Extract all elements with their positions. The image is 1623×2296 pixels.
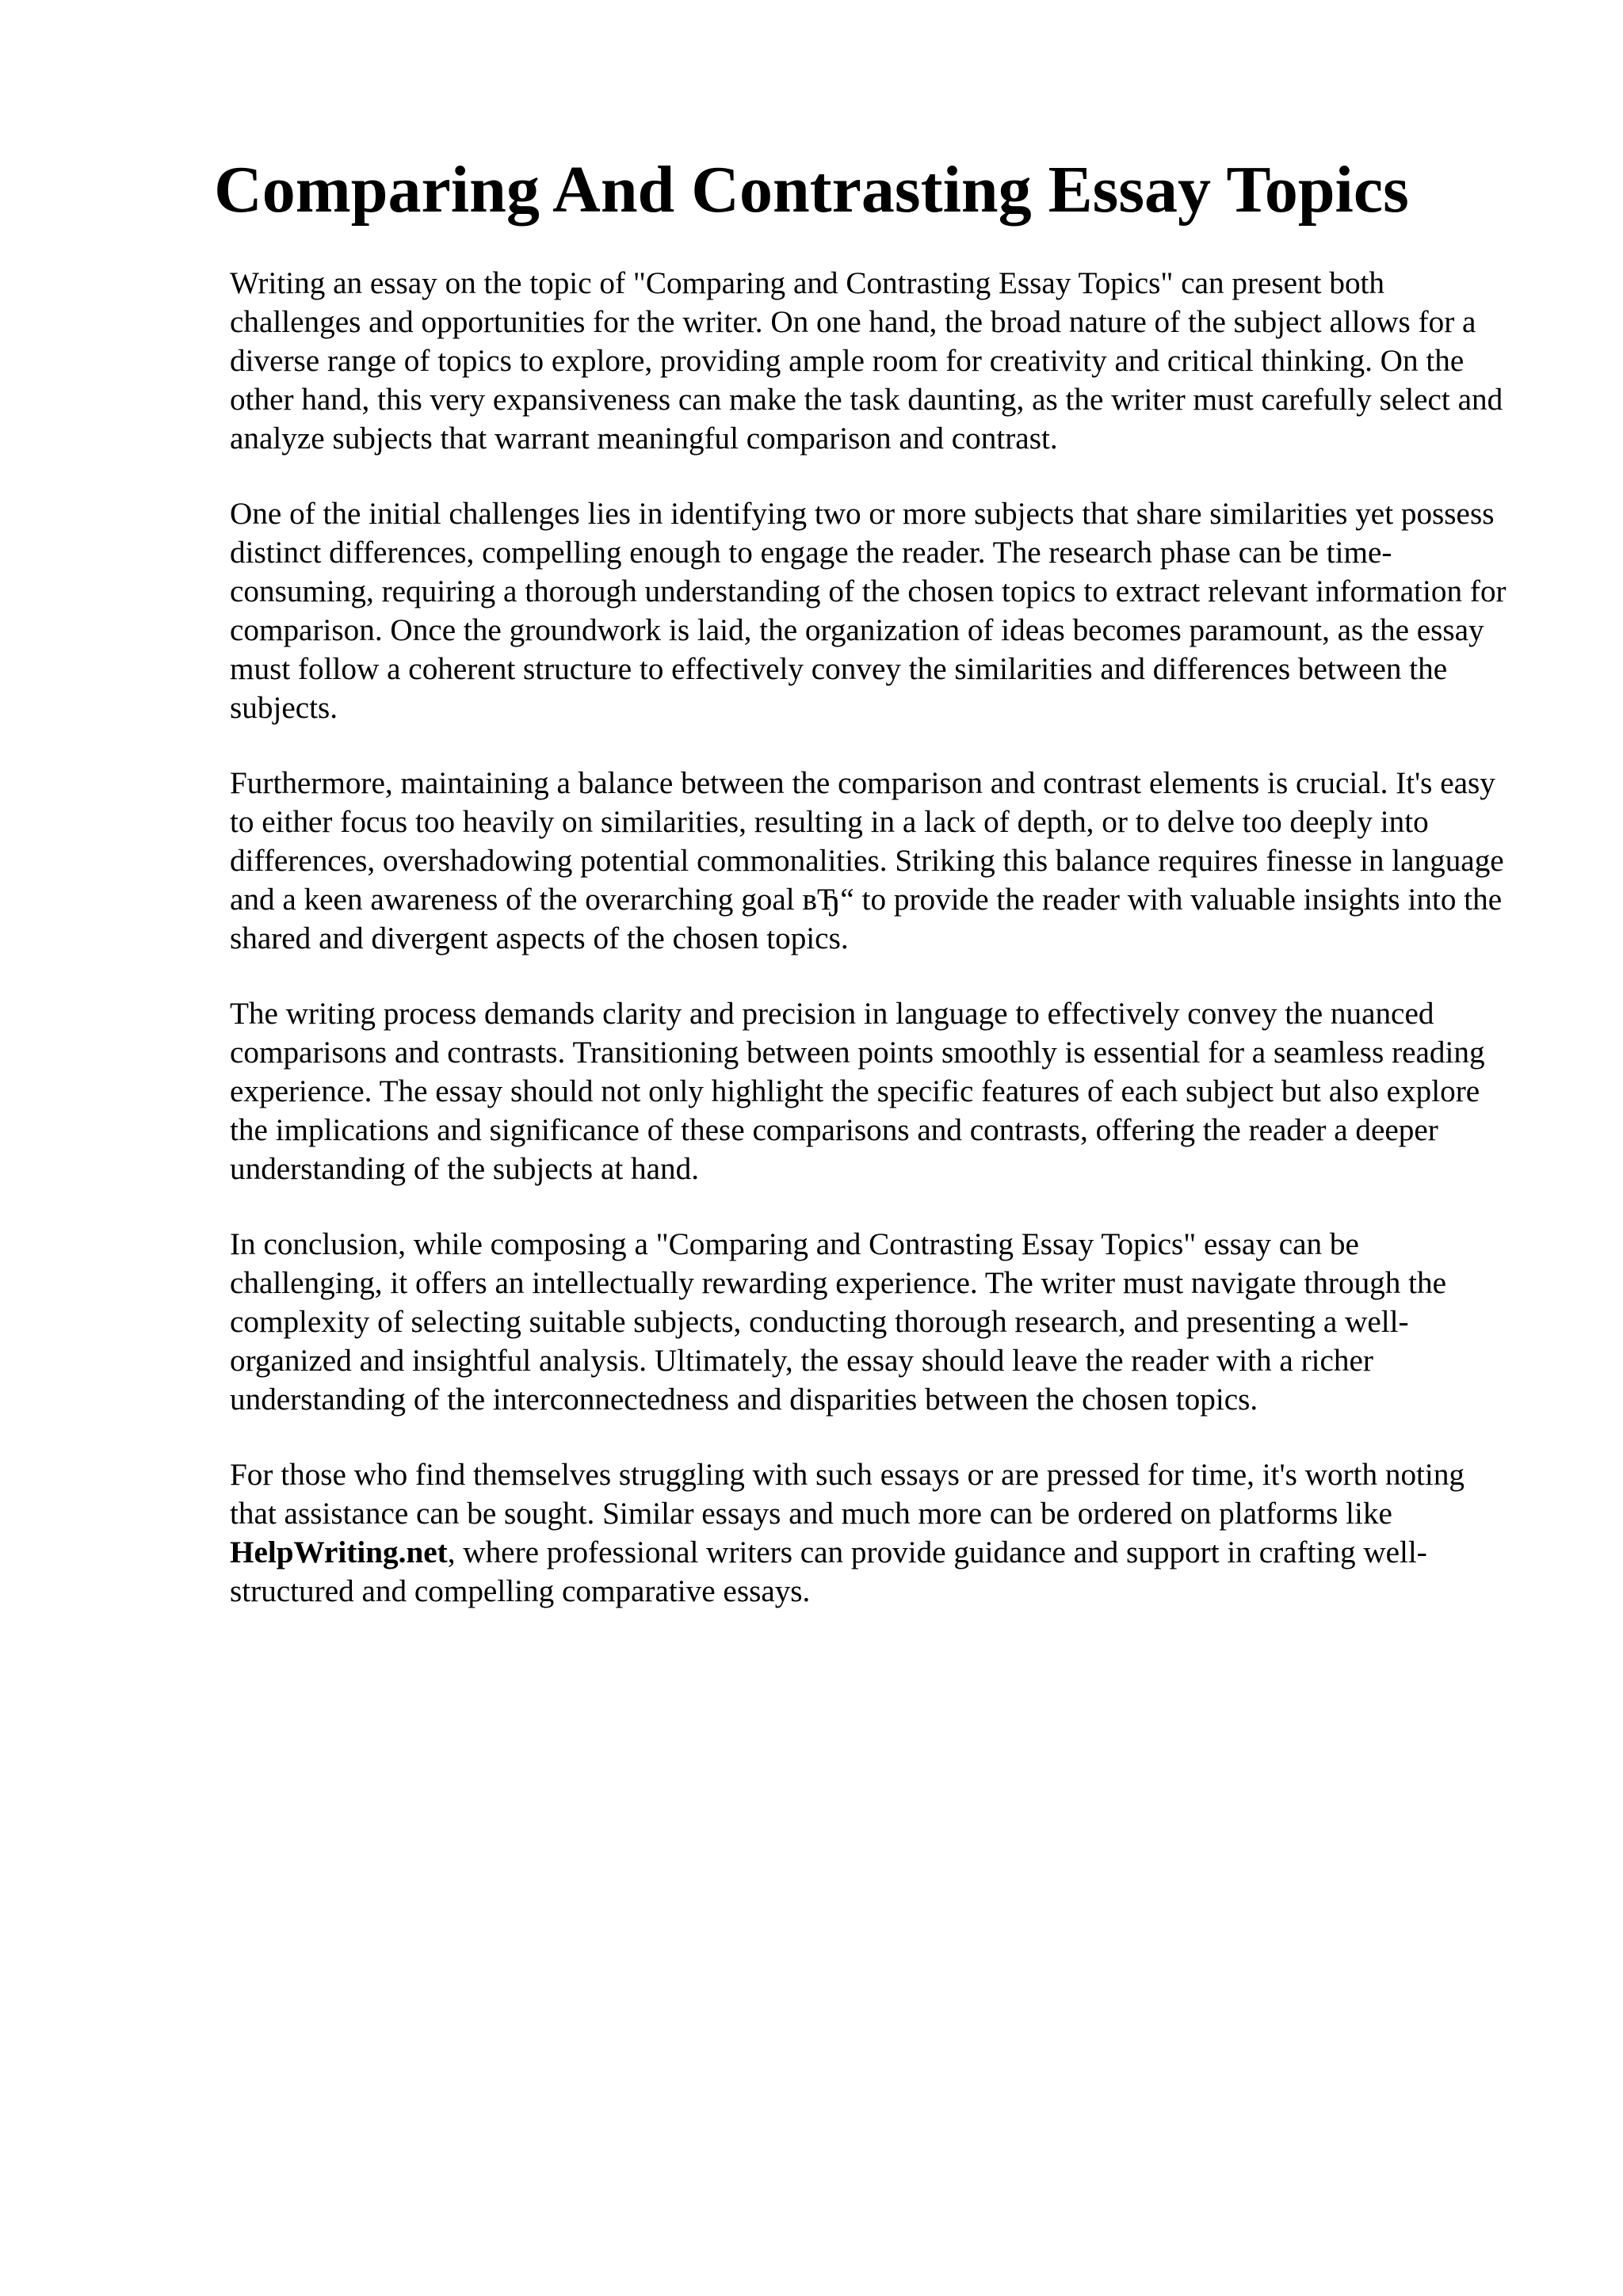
paragraph-2: One of the initial challenges lies in identifying two or more subjects that share similarities yet possess distinct differences, compelling enough to engage the reader. The research phase can be time-consuming, requiring a thorough understanding of the chosen topics to extract relevant information for comparison. Once the groundwork is laid, the organization of ideas becomes paramount, as the essay must follow a coherent structure to effectively convey the similarities and differences between the subjects. [230, 497, 1507, 725]
page-title: Comparing And Contrasting Essay Topics [214, 153, 1409, 227]
paragraph-6-before-link: For those who find themselves struggling with such essays or are pressed for time, it's worth noting that assistance can be sought. Similar essays and much more can be ordered on platforms like [230, 1458, 1465, 1531]
paragraph-4: The writing process demands clarity and precision in language to effectively convey the nuanced comparisons and contrasts. Transitioning between points smoothly is essential for a seamless reading experience. The essay should not only highlight the specific features of each subject but also explore the implications and significance of these comparisons and contrasts, offering the reader a deeper understanding of the subjects at hand. [230, 997, 1485, 1186]
paragraph-1: Writing an essay on the topic of "Comparing and Contrasting Essay Topics" can present both challenges and opportunities for the writer. On one hand, the broad nature of the subject allows for a diverse range of topics to explore, providing ample room for creativity and critical thinking. On the other hand, this very expansiveness can make the task daunting, as the writer must carefully select and analyze subjects that warrant meaningful comparison and contrast. [230, 266, 1503, 456]
paragraph-3: Furthermore, maintaining a balance between the comparison and contrast elements is crucial. It's easy to either focus too heavily on similarities, resulting in a lack of depth, or to delve too deeply into differences, overshadowing potential commonalities. Striking this balance requires finesse in language and a keen awareness of the overarching goal вЂ“ to provide the reader with valuable insights into the shared and divergent aspects of the chosen topics. [230, 766, 1504, 955]
helpwriting-link[interactable]: HelpWriting.net [230, 1535, 448, 1569]
essay-body [230, 264, 1514, 1647]
paragraph-6 [230, 1455, 1514, 1611]
paragraph-5: In conclusion, while composing a "Comparing and Contrasting Essay Topics" essay can be challenging, it offers an intellectually rewarding experience. The writer must navigate through the complexity of selecting suitable subjects, conducting thorough research, and presenting a well-organized and insightful analysis. Ultimately, the essay should leave the reader with a richer understanding of the interconnectedness and disparities between the chosen topics. [230, 1227, 1447, 1417]
paragraph-6-after-link: , where professional writers can provide guidance and support in crafting well-structured and compelling comparative essays. [230, 1535, 1427, 1608]
